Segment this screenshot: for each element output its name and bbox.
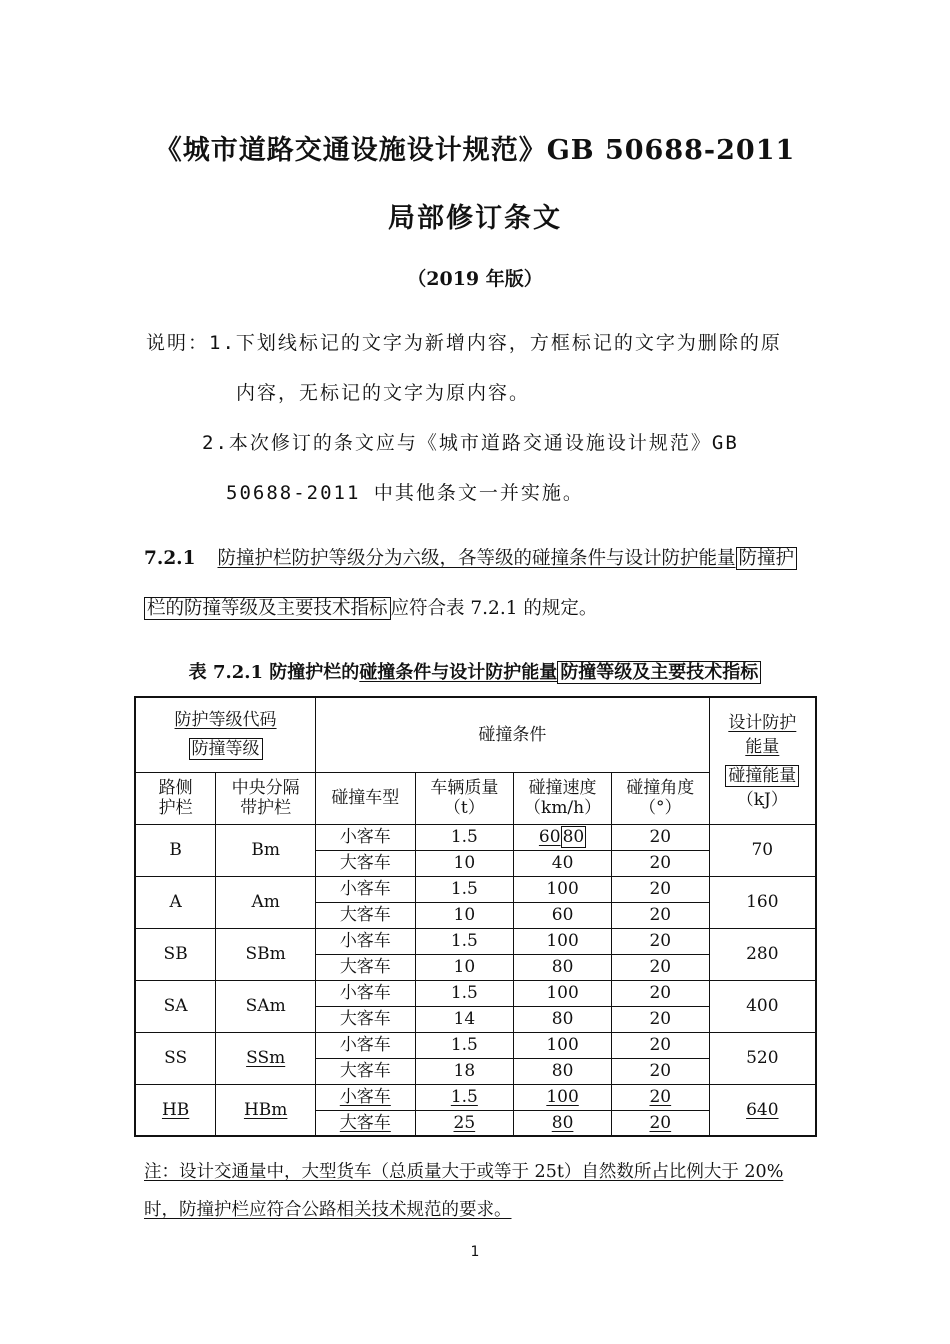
- cell-angle: 20: [612, 876, 710, 902]
- vehicle-added: 大客车: [339, 1112, 391, 1133]
- table-row: [135, 1084, 816, 1110]
- cell-median: [216, 1032, 316, 1084]
- cell-angle: [612, 1110, 710, 1136]
- mass-added: 25: [453, 1112, 476, 1133]
- cell-speed: 80: [514, 954, 612, 980]
- cell-speed: 40: [514, 850, 612, 876]
- cell-energy: 280: [709, 928, 816, 980]
- cell-vehicle: 小客车: [316, 824, 415, 850]
- header-grade-code-deleted: 防撞等级: [189, 738, 263, 760]
- cell-energy: 70: [709, 824, 816, 876]
- cell-energy: 160: [709, 876, 816, 928]
- cell-speed: 80: [514, 1006, 612, 1032]
- header-roadside: [135, 772, 216, 824]
- cell-vehicle: 大客车: [316, 1006, 415, 1032]
- cell-mass: 1.5: [415, 876, 514, 902]
- median-added: SSm: [246, 1047, 286, 1068]
- cell-speed: 100: [514, 1032, 612, 1058]
- note-line-3: 2.本次修订的条文应与《城市道路交通设施设计规范》GB: [202, 432, 739, 454]
- cell-angle: 20: [612, 902, 710, 928]
- cell-angle: [612, 1084, 710, 1110]
- cell-mass: 18: [415, 1058, 514, 1084]
- cell-roadside: SA: [135, 980, 216, 1032]
- note-line-4: 50688-2011 中其他条文一并实施。: [226, 482, 584, 504]
- cell-median: Bm: [216, 824, 316, 876]
- header-roadside-label: 路侧护栏: [158, 777, 193, 818]
- cell-angle: 20: [612, 850, 710, 876]
- angle-added: 20: [649, 1112, 672, 1133]
- header-angle: [612, 772, 710, 824]
- header-median: [216, 772, 316, 824]
- cell-angle: 20: [612, 1058, 710, 1084]
- header-mass-unit: （t）: [443, 798, 485, 818]
- cell-mass: 14: [415, 1006, 514, 1032]
- cell-vehicle: 小客车: [316, 876, 415, 902]
- cell-roadside: B: [135, 824, 216, 876]
- cell-energy: 400: [709, 980, 816, 1032]
- header-energy-deleted: 碰撞能量: [725, 765, 799, 787]
- speed-added: 80: [551, 1112, 574, 1133]
- cell-energy: [709, 1084, 816, 1136]
- cell-speed: [514, 824, 612, 850]
- cell-vehicle: 小客车: [316, 1032, 415, 1058]
- energy-added: 640: [746, 1099, 779, 1120]
- guardrail-table: [134, 696, 817, 1137]
- roadside-added: HB: [161, 1099, 190, 1120]
- header-angle-unit: （°）: [639, 798, 682, 818]
- header-median-label: 中央分隔带护栏: [231, 777, 300, 818]
- cell-speed: 80: [514, 1058, 612, 1084]
- table-row: [135, 876, 816, 902]
- cell-mass: 1.5: [415, 980, 514, 1006]
- mass-added: 1.5: [450, 1086, 478, 1107]
- table-caption-prefix: 表 7.2.1 防撞护栏的: [188, 662, 360, 683]
- cell-vehicle: 小客车: [316, 928, 415, 954]
- header-energy-added: 设计防护能量: [728, 712, 797, 758]
- header-speed: [514, 772, 612, 824]
- cell-angle: 20: [612, 824, 710, 850]
- cell-angle: 20: [612, 954, 710, 980]
- cell-roadside: SS: [135, 1032, 216, 1084]
- cell-angle: 20: [612, 980, 710, 1006]
- header-mass: [415, 772, 514, 824]
- cell-angle: 20: [612, 928, 710, 954]
- header-energy-unit: （kJ）: [736, 790, 788, 811]
- cell-mass: 1.5: [415, 824, 514, 850]
- cell-median: SBm: [216, 928, 316, 980]
- clause-number: 7.2.1: [144, 548, 196, 569]
- cell-mass: 10: [415, 850, 514, 876]
- table-caption-added: 碰撞条件与设计防护能量: [359, 662, 558, 683]
- header-angle-label: 碰撞角度: [626, 777, 695, 798]
- note-line-1: 说明：1.下划线标记的文字为新增内容，方框标记的文字为删除的原: [146, 332, 782, 354]
- cell-mass: 1.5: [415, 928, 514, 954]
- cell-energy: 520: [709, 1032, 816, 1084]
- cell-vehicle: 大客车: [316, 850, 415, 876]
- speed-added: 100: [546, 1086, 579, 1107]
- cell-mass: 1.5: [415, 1032, 514, 1058]
- angle-added: 20: [649, 1086, 672, 1107]
- cell-angle: 20: [612, 1032, 710, 1058]
- clause-line-1: [144, 544, 797, 570]
- footnote-line-2: 时，防撞护栏应符合公路相关技术规范的要求。: [144, 1200, 512, 1220]
- cell-angle: 20: [612, 1006, 710, 1032]
- cell-roadside: [135, 1084, 216, 1136]
- cell-speed: 100: [514, 928, 612, 954]
- cell-vehicle: [316, 1084, 415, 1110]
- median-added: HBm: [243, 1099, 288, 1120]
- cell-mass: 10: [415, 954, 514, 980]
- speed-added: 60: [538, 826, 561, 847]
- cell-median: Am: [216, 876, 316, 928]
- table-row: [135, 824, 816, 850]
- footnote-line-1: 注：设计交通量中，大型货车（总质量大于或等于 25t）自然数所占比例大于 20%: [144, 1162, 784, 1182]
- cell-speed: [514, 1084, 612, 1110]
- cell-vehicle: 小客车: [316, 980, 415, 1006]
- clause-added-text: 防撞护栏防护等级分为六级，各等级的碰撞条件与设计防护能量: [217, 548, 736, 569]
- header-speed-label: 碰撞速度: [528, 777, 597, 798]
- cell-vehicle: [316, 1110, 415, 1136]
- header-grade-code: [135, 697, 316, 772]
- cell-speed: 100: [514, 876, 612, 902]
- table-caption-deleted: 防撞等级及主要技术指标: [557, 661, 761, 684]
- header-vehicle-type: 碰撞车型: [316, 772, 415, 824]
- table-row: [135, 928, 816, 954]
- cell-speed: 100: [514, 980, 612, 1006]
- table-row: [135, 980, 816, 1006]
- cell-median: [216, 1084, 316, 1136]
- header-energy: [709, 697, 816, 824]
- cell-vehicle: 大客车: [316, 902, 415, 928]
- cell-speed: 60: [514, 902, 612, 928]
- note-line-2: 内容，无标记的文字为原内容。: [236, 382, 531, 404]
- cell-roadside: SB: [135, 928, 216, 980]
- vehicle-added: 小客车: [339, 1086, 391, 1107]
- clause-plain-text: 应符合表 7.2.1 的规定。: [390, 598, 598, 619]
- clause-deleted-text-2: 栏的防撞等级及主要技术指标: [144, 597, 391, 620]
- version-label: （2019 年版）: [407, 268, 543, 290]
- cell-mass: [415, 1084, 514, 1110]
- cell-mass: 10: [415, 902, 514, 928]
- document-title: 《城市道路交通设施设计规范》GB 50688-2011: [154, 135, 796, 166]
- clause-deleted-text-1: 防撞护: [736, 547, 798, 570]
- header-speed-unit: （km/h）: [524, 798, 602, 818]
- cell-roadside: A: [135, 876, 216, 928]
- table-row: [135, 1032, 816, 1058]
- cell-vehicle: 大客车: [316, 1058, 415, 1084]
- cell-speed: [514, 1110, 612, 1136]
- speed-deleted: 80: [562, 826, 585, 847]
- document-subtitle: 局部修订条文: [388, 203, 562, 234]
- header-grade-code-added: 防护等级代码: [174, 710, 277, 731]
- cell-vehicle: 大客车: [316, 954, 415, 980]
- page-number: 1: [470, 1244, 480, 1260]
- table-caption: [0, 658, 950, 684]
- cell-mass: [415, 1110, 514, 1136]
- header-mass-label: 车辆质量: [430, 777, 499, 798]
- clause-line-2: [144, 594, 597, 620]
- cell-median: SAm: [216, 980, 316, 1032]
- header-collision-conditions: 碰撞条件: [316, 697, 710, 772]
